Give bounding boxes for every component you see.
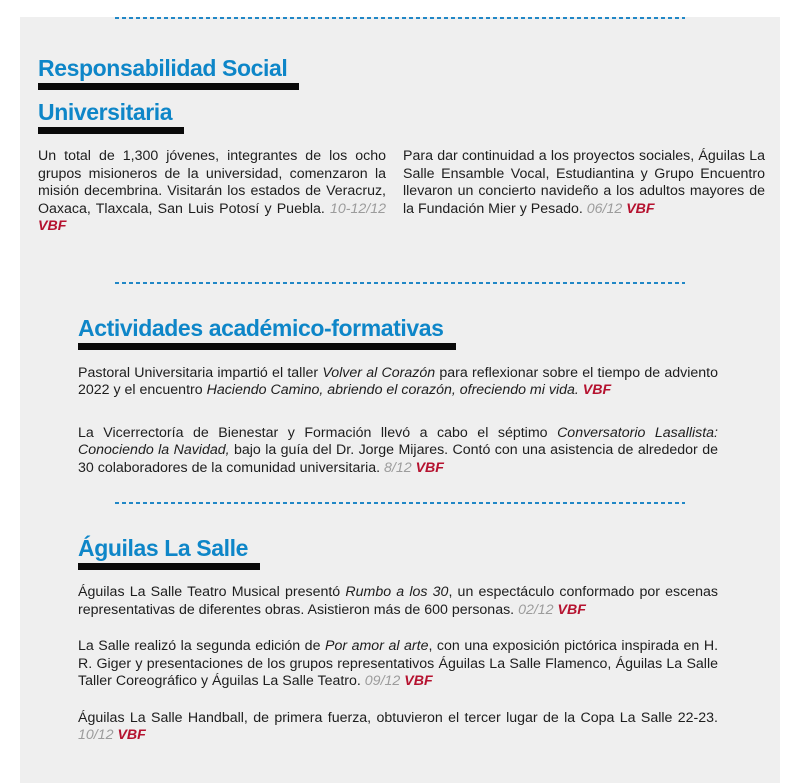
news-paragraph: [78, 584, 718, 619]
vbf-credit: VBF: [404, 673, 433, 689]
section-title: [78, 315, 780, 350]
news-paragraph: [38, 148, 386, 236]
section-title: [38, 55, 780, 134]
newsletter-page: [20, 17, 780, 783]
dashed-separator: [115, 282, 685, 284]
body-text: Águilas La Salle Handball, de primera fuerza, obtuvieron el tercer lugar de la Copa La Salle 22-23.: [78, 709, 718, 726]
section-title-text: Universitaria: [38, 99, 184, 134]
body-text: para reflexionar sobre el tiempo de adviento 2022 y el encuentro: [78, 364, 718, 398]
vbf-credit: VBF: [557, 601, 586, 618]
section-title: [78, 535, 780, 570]
event-title-text: Volver al Corazón: [322, 364, 436, 381]
section-body: [38, 148, 765, 236]
title-line: [38, 99, 780, 134]
body-text: La Salle realizó la segunda edición de: [78, 638, 325, 654]
body-text: Para dar continuidad a los proyectos sociales, Águilas La Salle Ensamble Vocal, Estudiantina y Grupo Encuentro llevaron un concierto navideño a los adultos mayores de la Fundación Mier y Pesado.: [403, 148, 765, 217]
section-aguilas-la-salle: [20, 535, 780, 745]
event-title-text: Haciendo Camino, abriendo el corazón, ofreciendo mi vida.: [206, 382, 579, 398]
section-title-text: Actividades académico-formativas: [78, 315, 456, 350]
body-text: Pastoral Universitaria impartió el taller: [78, 364, 323, 381]
section-title-text: Águilas La Salle: [78, 535, 260, 570]
section-title-text: Responsabilidad Social: [38, 55, 299, 90]
vbf-credit: VBF: [415, 459, 444, 476]
body-text: , con una exposición pictórica inspirada en H. R. Giger y presentaciones de los grupos representativos Águilas La Salle Flamenco, Águilas La Salle Taller Coreográfico y Águilas La Salle Teatro.: [78, 638, 719, 689]
date-stamp: 8/12: [384, 459, 416, 476]
vbf-credit: VBF: [582, 382, 612, 398]
date-stamp: 09/12: [364, 673, 405, 689]
section-body: [78, 584, 718, 745]
news-paragraph: [78, 425, 718, 478]
title-line: [78, 315, 780, 350]
vbf-credit: VBF: [626, 200, 655, 217]
news-paragraph: [403, 148, 765, 236]
body-text: bajo la guía del Dr. Jorge Mijares. Contó con una asistencia de alrededor de 30 colaboradores de la comunidad universitaria.: [78, 442, 718, 476]
vbf-credit: VBF: [38, 218, 67, 234]
date-stamp: 10/12: [78, 727, 118, 743]
body-text: Águilas La Salle Teatro Musical presentó: [78, 584, 346, 600]
date-stamp: 10-12/12: [329, 200, 386, 217]
body-text: , un espectáculo conformado por escenas representativas de diferentes obras. Asistieron más de 600 personas.: [78, 584, 718, 618]
section-body: [78, 365, 718, 478]
title-line: [78, 535, 780, 570]
dashed-separator: [115, 502, 685, 504]
section-actividades-academico-formativas: [20, 315, 780, 478]
body-text: Un total de 1,300 jóvenes, integrantes de los ocho grupos misioneros de la universidad, comenzaron la misión decembrina. Visitarán los estados de Veracruz, Oaxaca, Tlaxcala, San Luis Potosí y Puebla.: [38, 148, 386, 217]
event-title-text: Rumbo a los 30: [345, 584, 449, 600]
news-paragraph: [78, 365, 718, 400]
event-title-text: Por amor al arte: [325, 638, 429, 654]
title-line: [38, 55, 780, 90]
news-paragraph: [78, 638, 718, 691]
news-paragraph: [78, 710, 718, 745]
vbf-credit: VBF: [117, 727, 146, 743]
body-text: La Vicerrectoría de Bienestar y Formación llevó a cabo el séptimo: [78, 424, 558, 441]
section-responsabilidad-social: [20, 55, 780, 236]
dashed-separator: [115, 17, 685, 19]
date-stamp: 02/12: [518, 601, 558, 618]
date-stamp: 06/12: [586, 200, 627, 217]
event-title-text: Conversatorio Lasallista: Conociendo la Navidad,: [78, 424, 718, 458]
